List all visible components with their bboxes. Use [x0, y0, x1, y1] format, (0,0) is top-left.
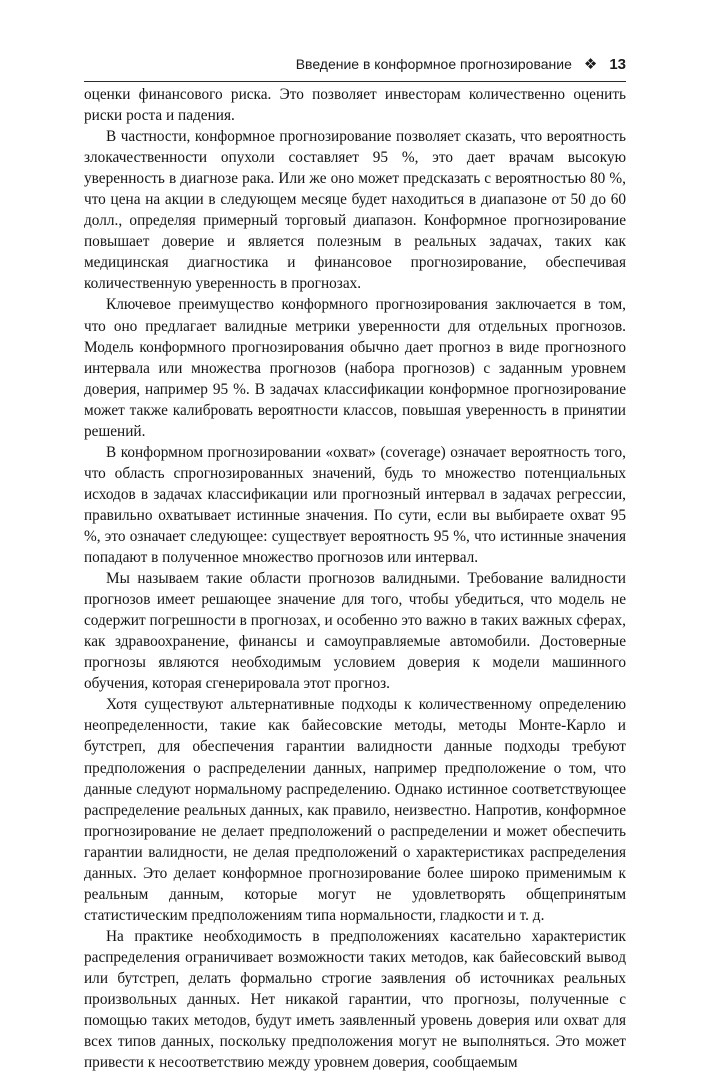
paragraph-7: На практике необходимость в предположениях касательно характеристик распределения ограничивает возможности таких методов, как байесовский вывод или бутстреп, делать формально строгие заявления об источниках реальных произвольных данных. Нет никакой гарантии, что прогнозы, полученные с помощью таких методов, будут иметь заявленный уровень доверия или охват для всех типов данных, поскольку предположения могут не выполняться. Это может привести к несоответствию между уровнем доверия, сообщаемым — [84, 927, 626, 1072]
paragraph-4: В конформном прогнозировании «охват» (coverage) означает вероятность того, что область спрогнозированных значений, будь то множество потенциальных исходов в задачах классификации или прогнозный интервал в задачах регрессии, правильно охватывает истинные значения. По сути, если вы выбираете охват 95 %, это означает следующее: существует вероятность 95 %, что истинные значения попадают в полученное множество прогнозов или интервал. — [84, 443, 626, 567]
header-divider — [84, 81, 626, 82]
paragraph-5: Мы называем такие области прогнозов валидными. Требование валидности прогнозов имеет решающее значение для того, чтобы убедиться, что модель не содержит погрешности в прогнозах, и особенно это важно в таких важных сферах, как здравоохранение, финансы и самоуправляемые автомобили. Достоверные прогнозы являются необходимым условием доверия к модели машинного обучения, которая сгенерировала этот прогноз. — [84, 570, 626, 693]
paragraph-3: Ключевое преимущество конформного прогнозирования заключается в том, что оно предлагает валидные метрики уверенности для отдельных прогнозов. Модель конформного прогнозирования обычно дает прогноз в виде прогнозного интервала или множества прогнозов (набора прогнозов) с заданным уровнем доверия, например 95 %. В задачах классификации конформное прогнозирование может также калибровать вероятности классов, повышая уверенность в принятии решений. — [84, 296, 626, 440]
paragraph-6: Хотя существуют альтернативные подходы к количественному определению неопределенности, такие как байесовские методы, методы Монте-Карло и бутстреп, для обеспечения гарантии валидности данные подходы требуют предположения о распределении данных, например предположение о том, что данные следуют нормальному распределению. Однако истинное соответствующее распределение реальных данных, как правило, неизвестно. Напротив, конформное прогнозирование не делает предположений о распределении и может обеспечить гарантии валидности, не делая предположений о характеристиках распределения данных. Это делает конформное прогнозирование более широко применимым к реальным данным, которые могут не удовлетворять общепринятым статистическим предположениям типа нормальности, гладкости и т. д. — [84, 696, 626, 924]
running-header — [84, 52, 626, 76]
paragraph-2: В частности, конформное прогнозирование позволяет сказать, что вероятность злокачественности опухоли составляет 95 %, это дает врачам высокую уверенность в диагнозе рака. Или же оно может предсказать с вероятностью 80 %, что цена на акции в следующем месяце будет находиться в диапазоне от 50 до 60 долл., определяя примерный торговый диапазон. Конформное прогнозирование повышает доверие и является полезным в реальных задачах, таких как медицинская диагностика и финансовое прогнозирование, обеспечивая количественную уверенность в прогнозах. — [84, 128, 626, 293]
running-header-title: Введение в конформное прогнозирование — [295, 56, 572, 72]
page-number: 13 — [609, 55, 626, 73]
paragraph-1: оценки финансового риска. Это позволяет инвесторам количественно оценить риски роста и падения. — [84, 86, 626, 125]
diamond-ornament-icon: ❖ — [583, 55, 598, 73]
body-text — [84, 84, 626, 1073]
